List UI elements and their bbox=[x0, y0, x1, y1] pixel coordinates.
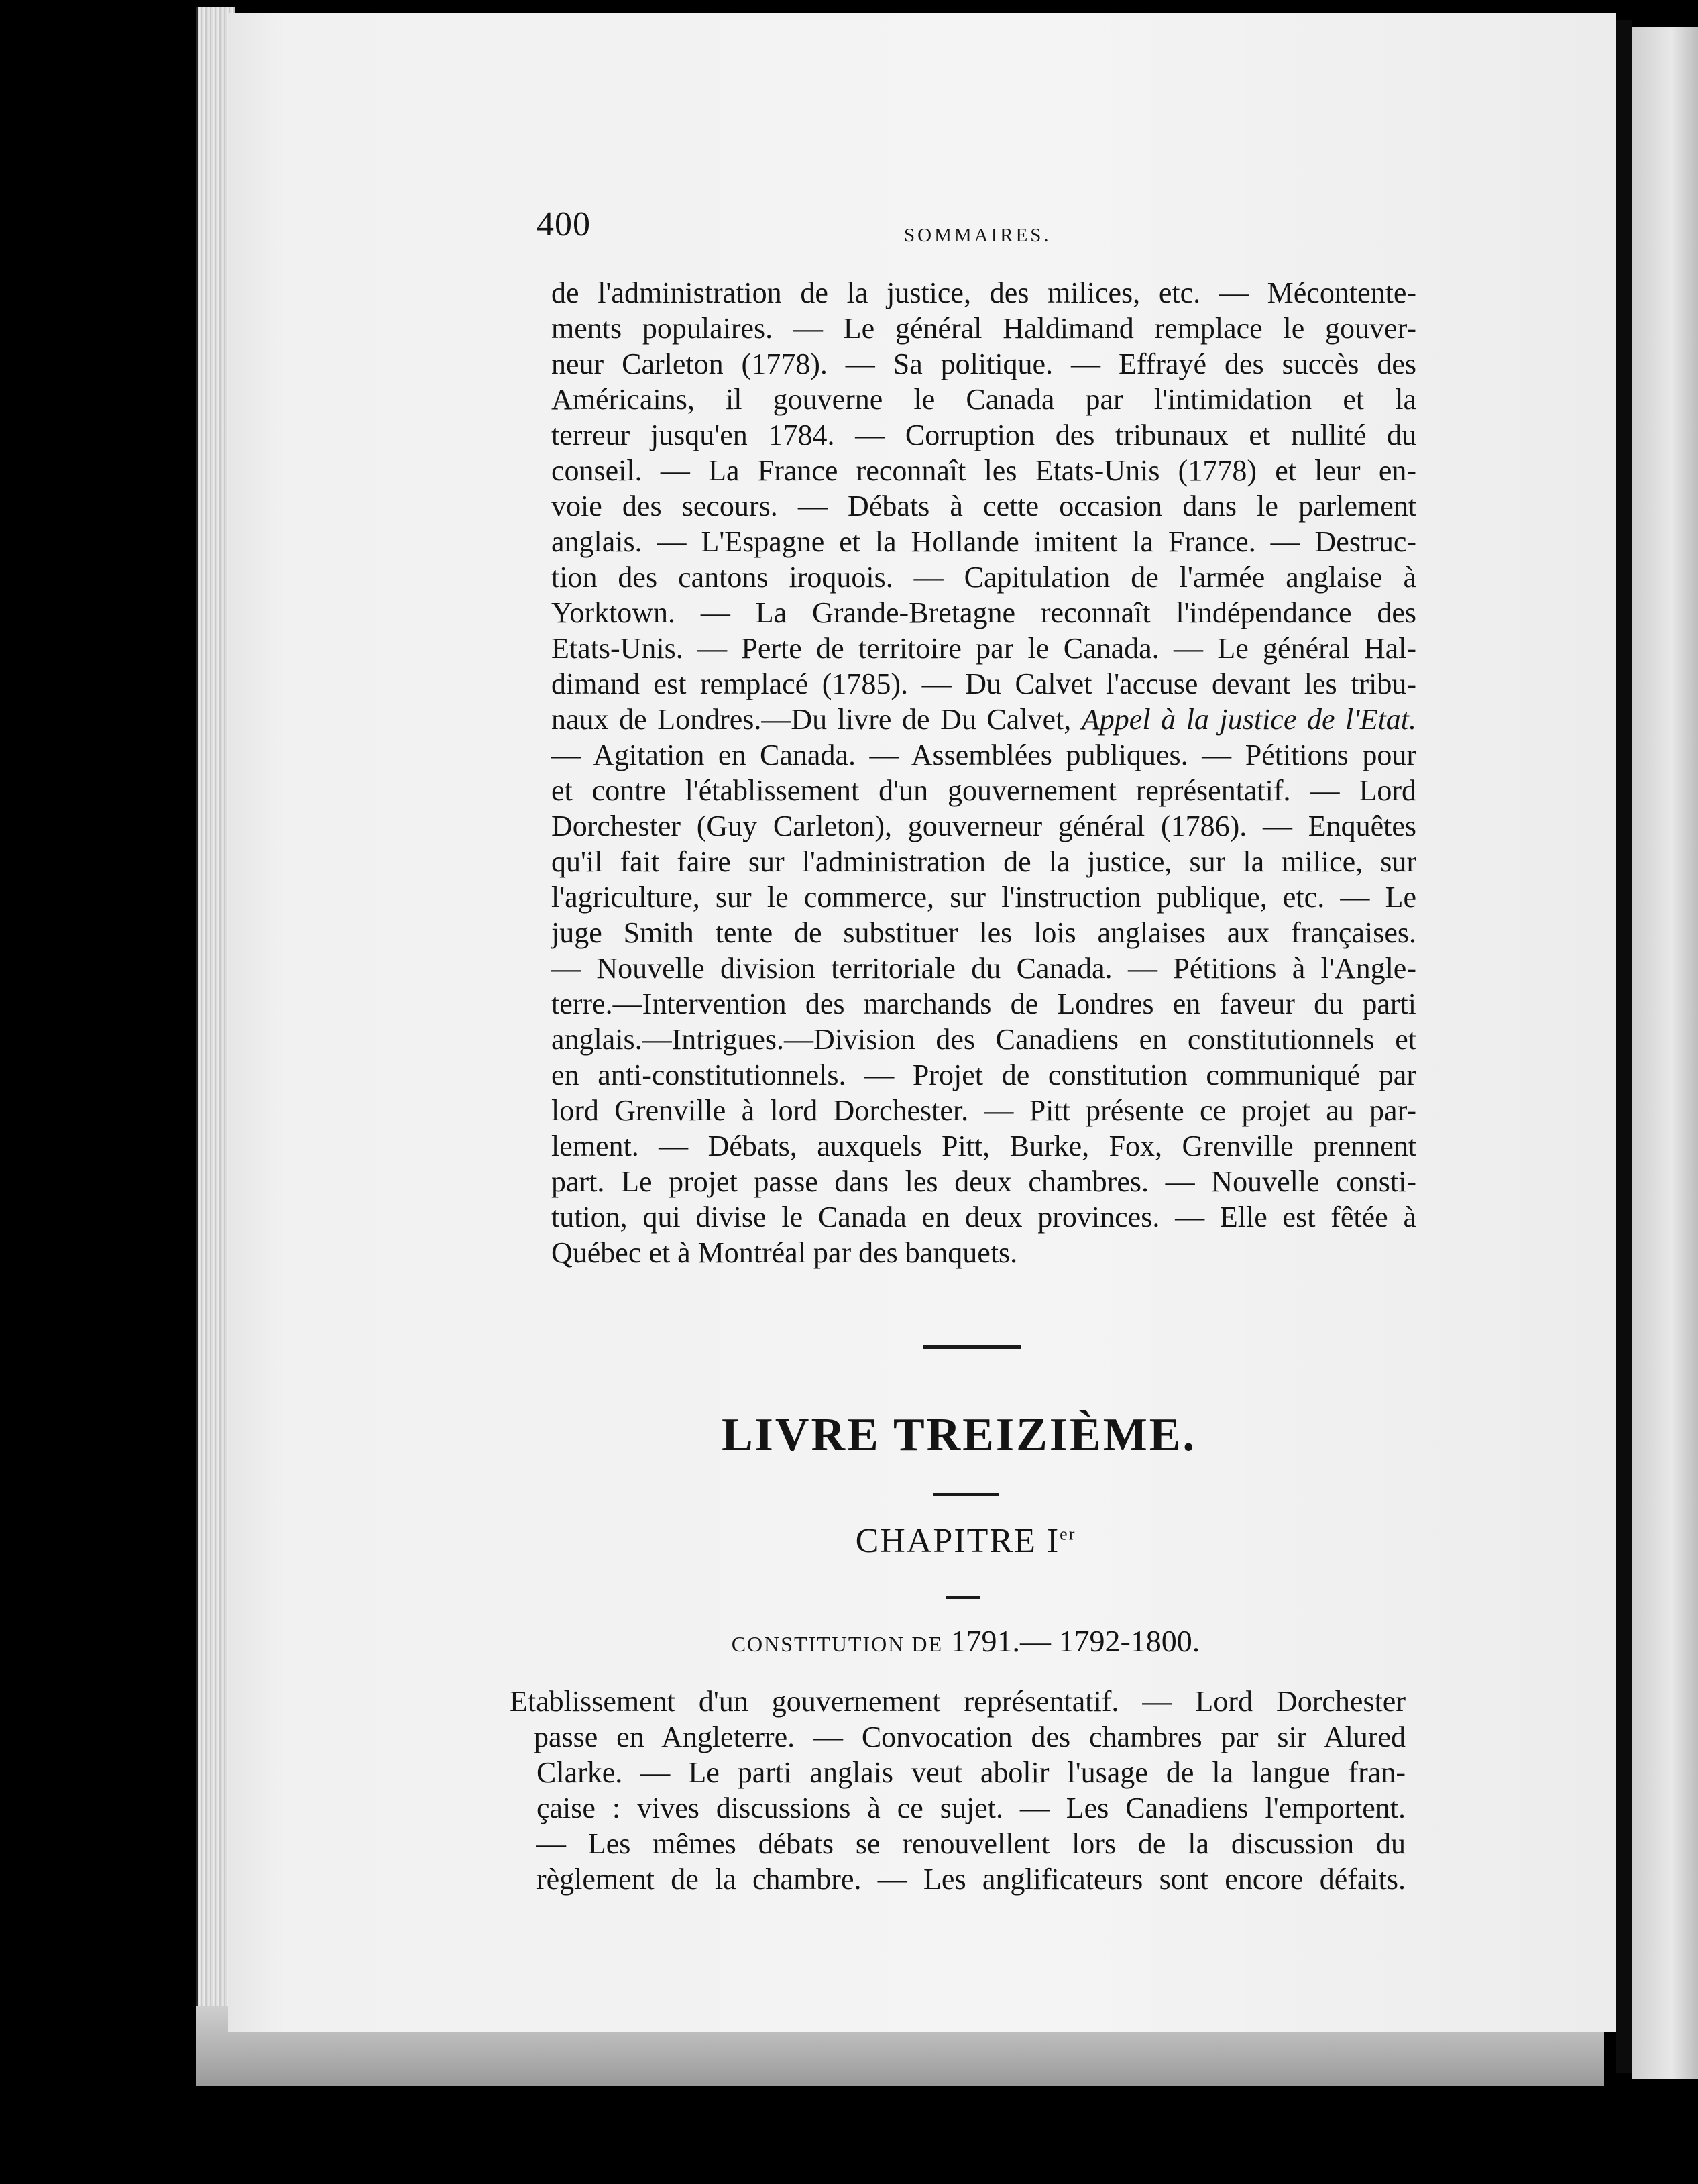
chapter-subtitle-caps: CONSTITUTION DE bbox=[731, 1632, 943, 1656]
chapter-summary bbox=[510, 1684, 1406, 1897]
summary-line: conseil. — La France reconnaît les Etats-Unis (1778) et leur en- bbox=[551, 454, 1416, 487]
summary-line-with-italic bbox=[551, 702, 1416, 737]
summary-line: terreur jusqu'en 1784. — Corruption des tribunaux et nullité du bbox=[551, 419, 1416, 451]
summary-line: de l'administration de la justice, des milices, etc. — Mécontente- bbox=[551, 276, 1416, 309]
chapter-summary-line: Etablissement d'un gouvernement représentatif. — Lord Dorchester bbox=[510, 1685, 1406, 1718]
italic-book-title: Appel à la justice de l'Etat. bbox=[1081, 703, 1416, 736]
summary-line: dimand est remplacé (1785). — Du Calvet l'accuse devant les tribu- bbox=[551, 667, 1416, 700]
summary-line: part. Le projet passe dans les deux chambres. — Nouvelle consti- bbox=[551, 1165, 1416, 1198]
chapter-summary-line: Clarke. — Le parti anglais veut abolir l'usage de la langue fran- bbox=[536, 1756, 1406, 1789]
summary-line: neur Carleton (1778). — Sa politique. — Effrayé des succès des bbox=[551, 347, 1416, 380]
summary-line: Yorktown. — La Grande-Bretagne reconnaît l'indépendance des bbox=[551, 596, 1416, 629]
summary-line: Dorchester (Guy Carleton), gouverneur général (1786). — Enquêtes bbox=[551, 810, 1416, 842]
summary-line-text: naux de Londres.—Du livre de Du Calvet, bbox=[551, 703, 1072, 736]
summary-line: ments populaires. — Le général Haldimand remplace le gouver- bbox=[551, 312, 1416, 345]
summary-line: tion des cantons iroquois. — Capitulation de l'armée anglaise à bbox=[551, 561, 1416, 594]
summary-line: Américains, il gouverne le Canada par l'intimidation et la bbox=[551, 383, 1416, 416]
chapter-title bbox=[738, 1521, 1194, 1561]
summary-line: lord Grenville à lord Dorchester. — Pitt présente ce projet au par- bbox=[551, 1094, 1416, 1127]
summary-line: Etats-Unis. — Perte de territoire par le Canada. — Le général Hal- bbox=[551, 632, 1416, 665]
chapter-title-text: CHAPITRE I bbox=[855, 1522, 1060, 1560]
page-number: 400 bbox=[536, 205, 591, 243]
summary-line: et contre l'établissement d'un gouvernement représentatif. — Lord bbox=[551, 774, 1416, 807]
summary-line: — Nouvelle division territoriale du Canada. — Pétitions à l'Angle- bbox=[551, 952, 1416, 985]
summary-line: tution, qui divise le Canada en deux provinces. — Elle est fêtée à bbox=[551, 1201, 1416, 1234]
section-divider bbox=[923, 1345, 1021, 1349]
summary-line: — Agitation en Canada. — Assemblées publiques. — Pétitions pour bbox=[551, 739, 1416, 771]
summary-line: anglais.—Intrigues.—Division des Canadiens en constitutionnels et bbox=[551, 1023, 1416, 1056]
chapter-subtitle bbox=[604, 1623, 1328, 1659]
chapter-summary-line: — Les mêmes débats se renouvellent lors de la discussion du bbox=[536, 1827, 1406, 1860]
chapter-summary-line: règlement de la chambre. — Les anglificateurs sont encore défaits. bbox=[536, 1863, 1406, 1896]
summary-line: en anti-constitutionnels. — Projet de constitution communiqué par bbox=[551, 1058, 1416, 1091]
chapter-divider bbox=[946, 1596, 980, 1599]
book-title: LIVRE TREIZIÈME. bbox=[721, 1409, 1196, 1461]
running-head-title: SOMMAIRES. bbox=[904, 225, 1052, 246]
chapter-summary-line: passe en Angleterre. — Convocation des chambres par sir Alured bbox=[534, 1721, 1406, 1753]
summary-line: qu'il fait faire sur l'administration de la justice, sur la milice, sur bbox=[551, 845, 1416, 878]
chapter-subtitle-years: 1791.— 1792-1800. bbox=[950, 1624, 1200, 1658]
running-head bbox=[536, 205, 1415, 252]
summary-line: Québec et à Montréal par des banquets. bbox=[551, 1236, 1018, 1269]
summary-line: terre.—Intervention des marchands de Londres en faveur du parti bbox=[551, 987, 1416, 1020]
previous-chapter-summary bbox=[551, 275, 1416, 1281]
summary-line: lement. — Débats, auxquels Pitt, Burke, Fox, Grenville prennent bbox=[551, 1130, 1416, 1162]
summary-line: l'agriculture, sur le commerce, sur l'instruction publique, etc. — Le bbox=[551, 881, 1416, 914]
chapter-title-superscript: er bbox=[1060, 1524, 1076, 1544]
chapter-summary-line: çaise : vives discussions à ce sujet. — Les Canadiens l'emportent. bbox=[536, 1792, 1406, 1824]
facing-page-edge bbox=[1632, 27, 1698, 2079]
summary-line: anglais. — L'Espagne et la Hollande imitent la France. — Destruc- bbox=[551, 525, 1416, 558]
book-spine bbox=[1616, 20, 1632, 2073]
title-divider bbox=[933, 1493, 999, 1496]
summary-line: juge Smith tente de substituer les lois anglaises aux françaises. bbox=[551, 916, 1416, 949]
summary-line: voie des secours. — Débats à cette occasion dans le parlement bbox=[551, 490, 1416, 523]
